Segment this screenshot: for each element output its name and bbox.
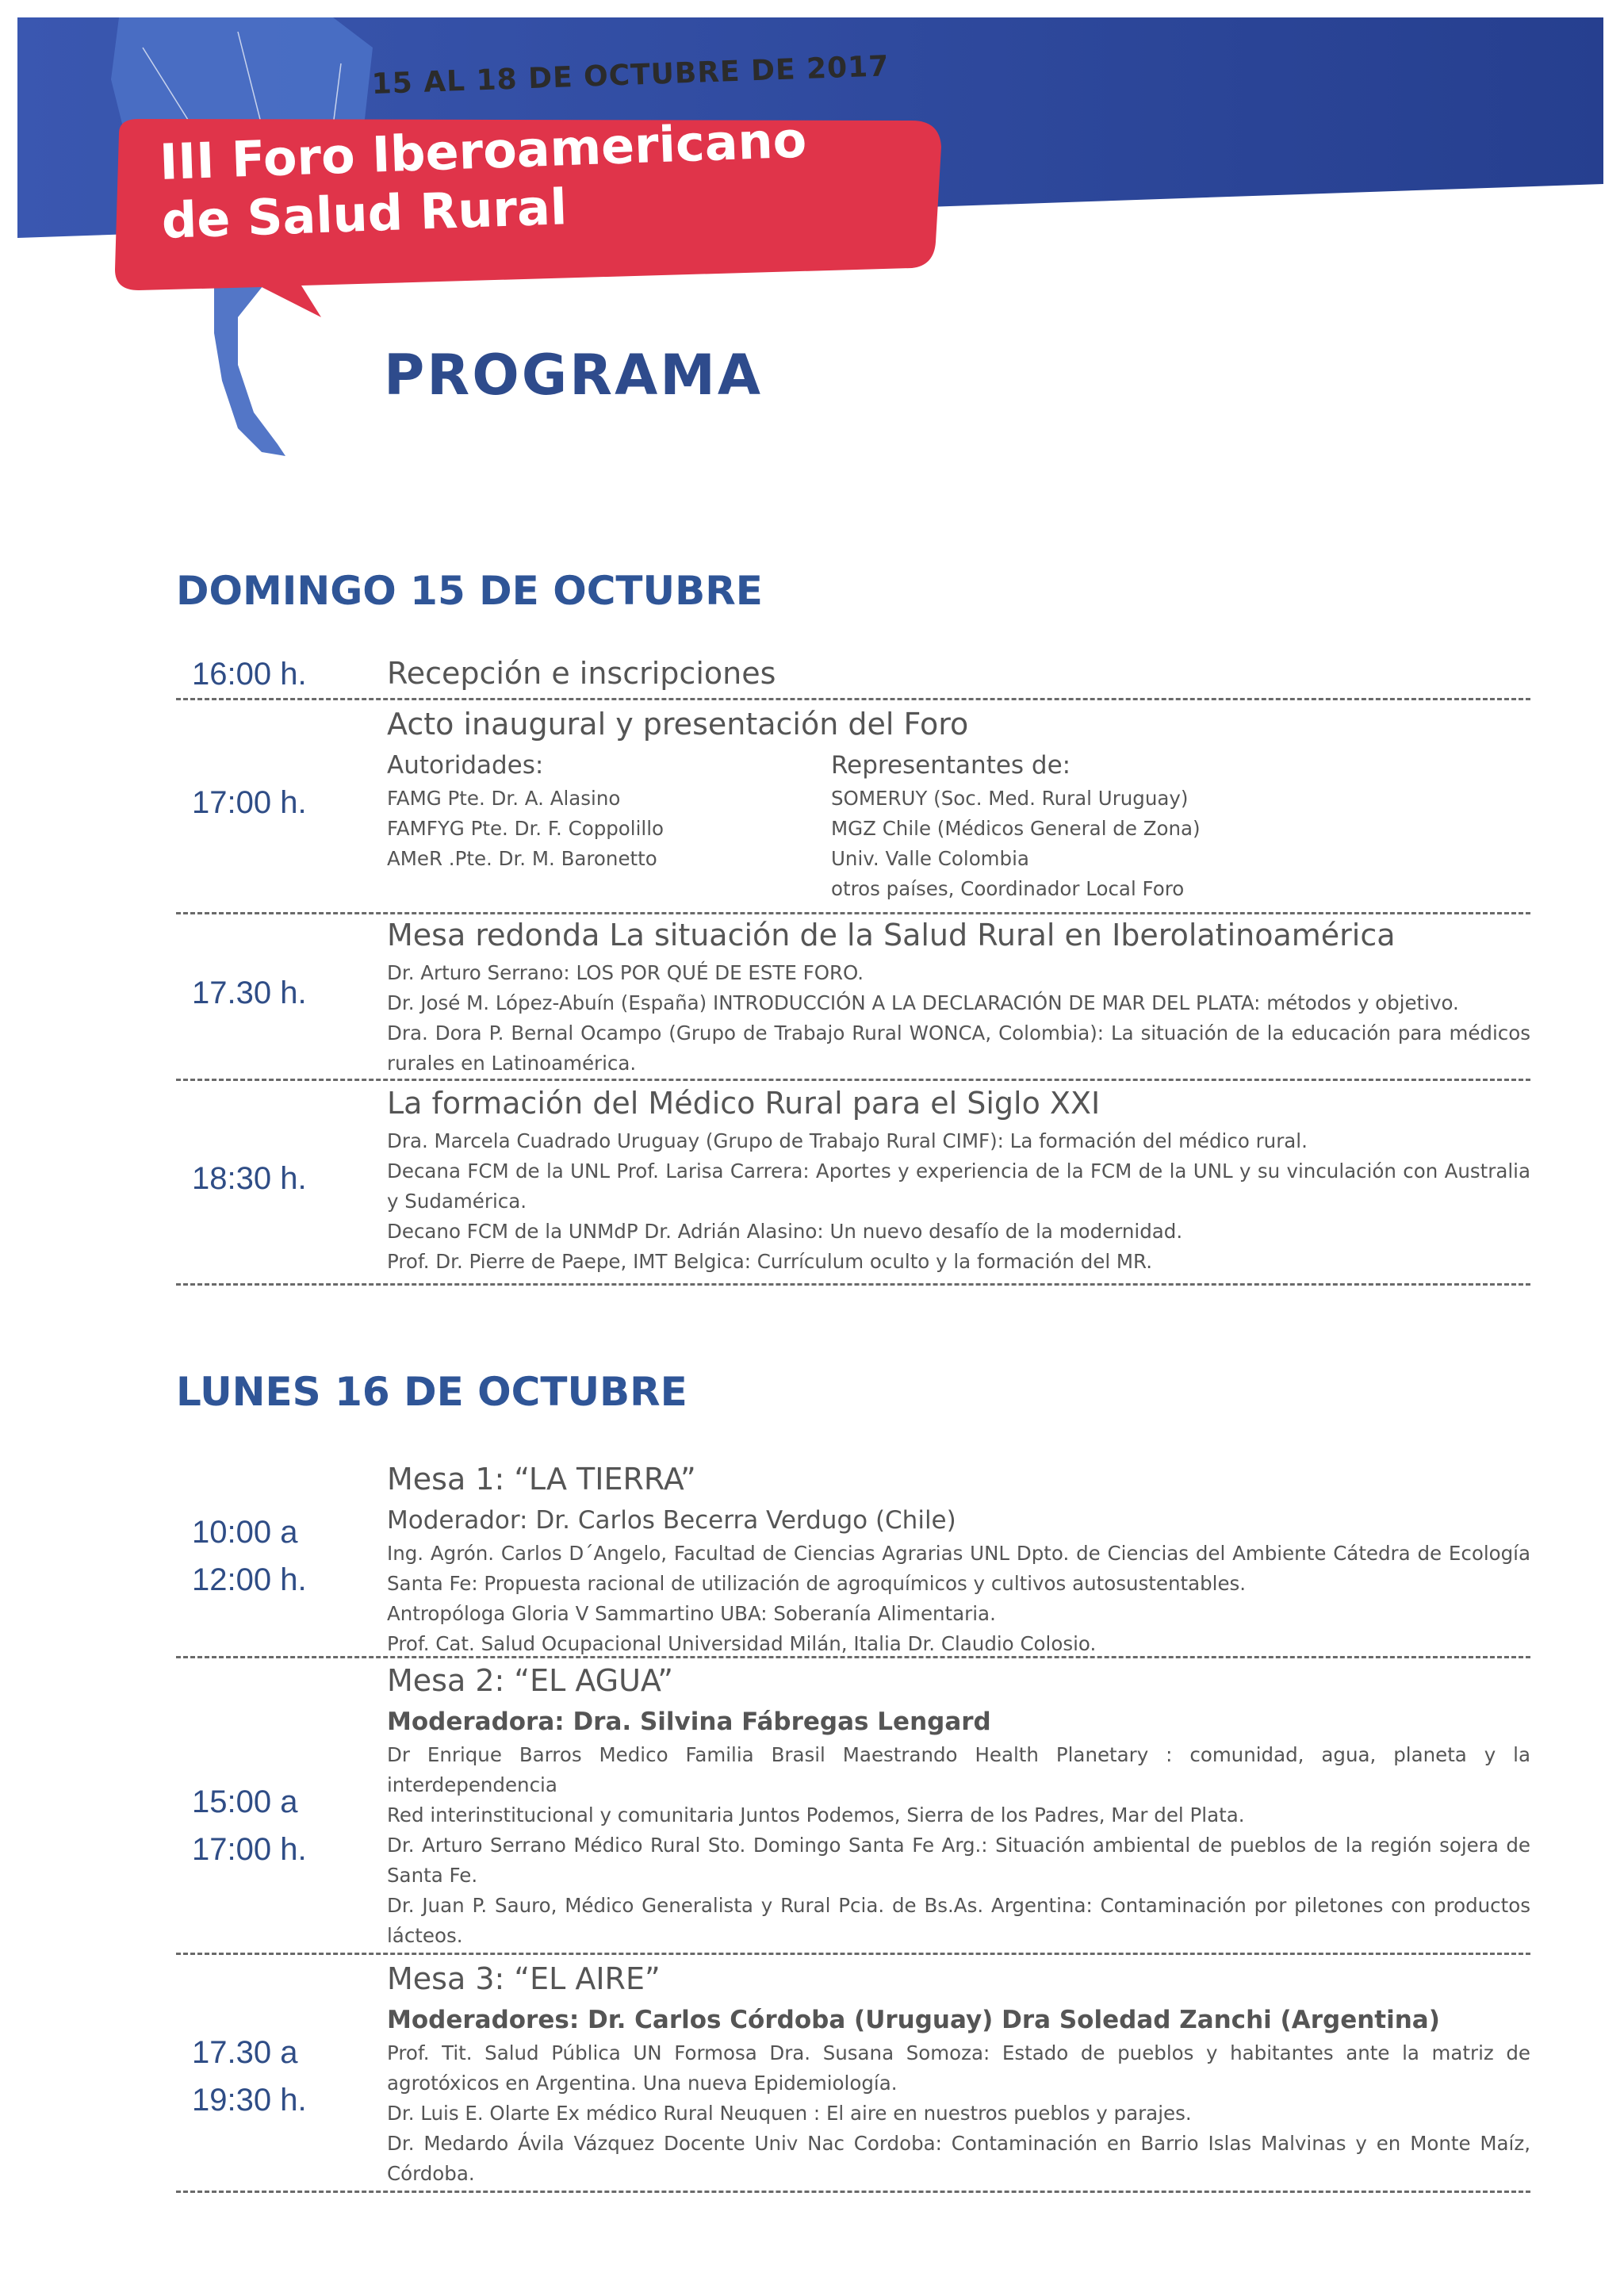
- talk-line: Prof. Tit. Salud Pública UN Formosa Dra. Susana Somoza: Estado de pueblos y habitantes ante la matriz de agrotóxicos en Argentina. Una nueva Epidemiología.: [387, 2041, 1530, 2095]
- session-row: [176, 701, 1530, 914]
- session-content: [387, 1658, 1530, 1951]
- session-heading: Mesa 3: “EL AIRE”: [387, 1961, 661, 1996]
- list-item: FAMFYG Pte. Dr. F. Coppolillo: [387, 817, 665, 840]
- talk-line: Prof. Dr. Pierre de Paepe, IMT Belgica: Currículum oculto y la formación del MR.: [387, 1250, 1152, 1273]
- talk-line: Dr. Luis E. Olarte Ex médico Rural Neuquen : El aire en nuestros pueblos y parajes.: [387, 2102, 1192, 2125]
- talk-line: Decano FCM de la UNMdP Dr. Adrián Alasino: Un nuevo desafío de la modernidad.: [387, 1220, 1183, 1243]
- day-title-sunday: DOMINGO 15 DE OCTUBRE: [176, 568, 763, 614]
- session-heading: Mesa 2: “EL AGUA”: [387, 1663, 673, 1698]
- talk-line: Red interinstitucional y comunitaria Juntos Podemos, Sierra de los Padres, Mar del Plata.: [387, 1803, 1245, 1826]
- session-content: [387, 1956, 1530, 2189]
- talk-line: Dra. Marcela Cuadrado Uruguay (Grupo de Trabajo Rural CIMF): La formación del médico rural.: [387, 1129, 1308, 1152]
- session-content: [387, 650, 1530, 696]
- session-time: [192, 2029, 374, 2124]
- session-content: [387, 701, 1530, 904]
- session-row: [176, 912, 1530, 1081]
- session-content: [387, 1456, 1530, 1659]
- talk-line: Dra. Dora P. Bernal Ocampo (Grupo de Trabajo Rural WONCA, Colombia): La situación de la educación para médicos rurales en Latinoamérica.: [387, 1022, 1530, 1075]
- session-time: 17:00 h.: [192, 785, 307, 820]
- session-time-start: 10:00 a: [192, 1515, 298, 1550]
- session-time: 18:30 h.: [192, 1161, 307, 1196]
- session-moderator: Moderador: Dr. Carlos Becerra Verdugo (Chile): [387, 1506, 956, 1535]
- day-title-monday: LUNES 16 DE OCTUBRE: [176, 1369, 688, 1415]
- session-moderator: Moderadora: Dra. Silvina Fábregas Lengard: [387, 1708, 991, 1736]
- session-time-end: 19:30 h.: [192, 2083, 307, 2118]
- talk-line: Dr Enrique Barros Medico Familia Brasil Maestrando Health Planetary : comunidad, agua, planeta y la interdependencia: [387, 1743, 1530, 1796]
- session-row: [176, 1080, 1530, 1286]
- talk-line: Ing. Agrón. Carlos D´Angelo, Facultad de Ciencias Agrarias UNL Dpto. de Ciencias del Ambiente Cátedra de Ecología Santa Fe: Propuesta racional de utilización de agroquímicos y cultivos autosustentables.: [387, 1542, 1530, 1595]
- talk-line: Dr. Medardo Ávila Vázquez Docente Univ Nac Cordoba: Contaminación en Barrio Islas Malvinas y en Monte Maíz, Córdoba.: [387, 2132, 1530, 2185]
- session-time-start: 17.30 a: [192, 2035, 298, 2070]
- talk-line: Antropóloga Gloria V Sammartino UBA: Soberanía Alimentaria.: [387, 1602, 996, 1625]
- session-moderator: Moderadores: Dr. Carlos Córdoba (Uruguay) Dra Soledad Zanchi (Argentina): [387, 2006, 1440, 2034]
- event-date: 15 AL 18 DE OCTUBRE DE 2017: [371, 50, 890, 101]
- session-time: [192, 1778, 374, 1873]
- session-row: [176, 1456, 1530, 1658]
- header-banner: [0, 0, 1624, 492]
- authorities-column: [387, 747, 831, 904]
- session-heading: Mesa redonda La situación de la Salud Rural en Iberolatinoamérica: [387, 918, 1396, 953]
- session-time: 17.30 h.: [192, 976, 307, 1010]
- list-item: MGZ Chile (Médicos General de Zona): [831, 817, 1201, 840]
- column-title: Representantes de:: [831, 751, 1071, 780]
- session-heading: Acto inaugural y presentación del Foro: [387, 707, 969, 742]
- representatives-column: [831, 747, 1529, 904]
- program-heading: PROGRAMA: [384, 343, 764, 408]
- list-item: SOMERUY (Soc. Med. Rural Uruguay): [831, 787, 1189, 810]
- session-content: [387, 912, 1530, 1079]
- session-time: 16:00 h.: [192, 657, 307, 692]
- talk-line: Dr. José M. López-Abuín (España) INTRODUCCIÓN A LA DECLARACIÓN DE MAR DEL PLATA: métodos y objetivo.: [387, 991, 1459, 1014]
- session-heading: Mesa 1: “LA TIERRA”: [387, 1462, 696, 1497]
- session-row: [176, 650, 1530, 700]
- event-title-line-1: III Foro Iberoamericano: [159, 110, 808, 191]
- session-heading: Recepción e inscripciones: [387, 656, 776, 691]
- list-item: AMeR .Pte. Dr. M. Baronetto: [387, 847, 657, 870]
- event-title-line-2: de Salud Rural: [160, 178, 569, 250]
- representatives-columns: [387, 747, 1530, 904]
- session-time: [192, 1508, 374, 1604]
- talk-line: Dr. Arturo Serrano: LOS POR QUÉ DE ESTE FORO.: [387, 961, 864, 984]
- list-item: otros países, Coordinador Local Foro: [831, 877, 1185, 900]
- list-item: Univ. Valle Colombia: [831, 847, 1029, 870]
- session-time-end: 12:00 h.: [192, 1562, 307, 1597]
- talk-line: Prof. Cat. Salud Ocupacional Universidad Milán, Italia Dr. Claudio Colosio.: [387, 1632, 1097, 1655]
- session-row: [176, 1658, 1530, 1955]
- talk-line: Dr. Juan P. Sauro, Médico Generalista y Rural Pcia. de Bs.As. Argentina: Contaminación por piletones con productos lácteos.: [387, 1894, 1530, 1947]
- column-title: Autoridades:: [387, 751, 544, 780]
- talk-line: Dr. Arturo Serrano Médico Rural Sto. Domingo Santa Fe Arg.: Situación ambiental de pueblos de la región sojera de Santa Fe.: [387, 1834, 1530, 1887]
- session-row: [176, 1956, 1530, 2193]
- list-item: FAMG Pte. Dr. A. Alasino: [387, 787, 621, 810]
- talk-line: Decana FCM de la UNL Prof. Larisa Carrera: Aportes y experiencia de la FCM de la UNL y su vinculación con Australia y Sudamérica.: [387, 1159, 1530, 1213]
- session-heading: La formación del Médico Rural para el Siglo XXI: [387, 1086, 1101, 1121]
- session-time-end: 17:00 h.: [192, 1832, 307, 1867]
- session-content: [387, 1080, 1530, 1277]
- session-time-start: 15:00 a: [192, 1784, 298, 1819]
